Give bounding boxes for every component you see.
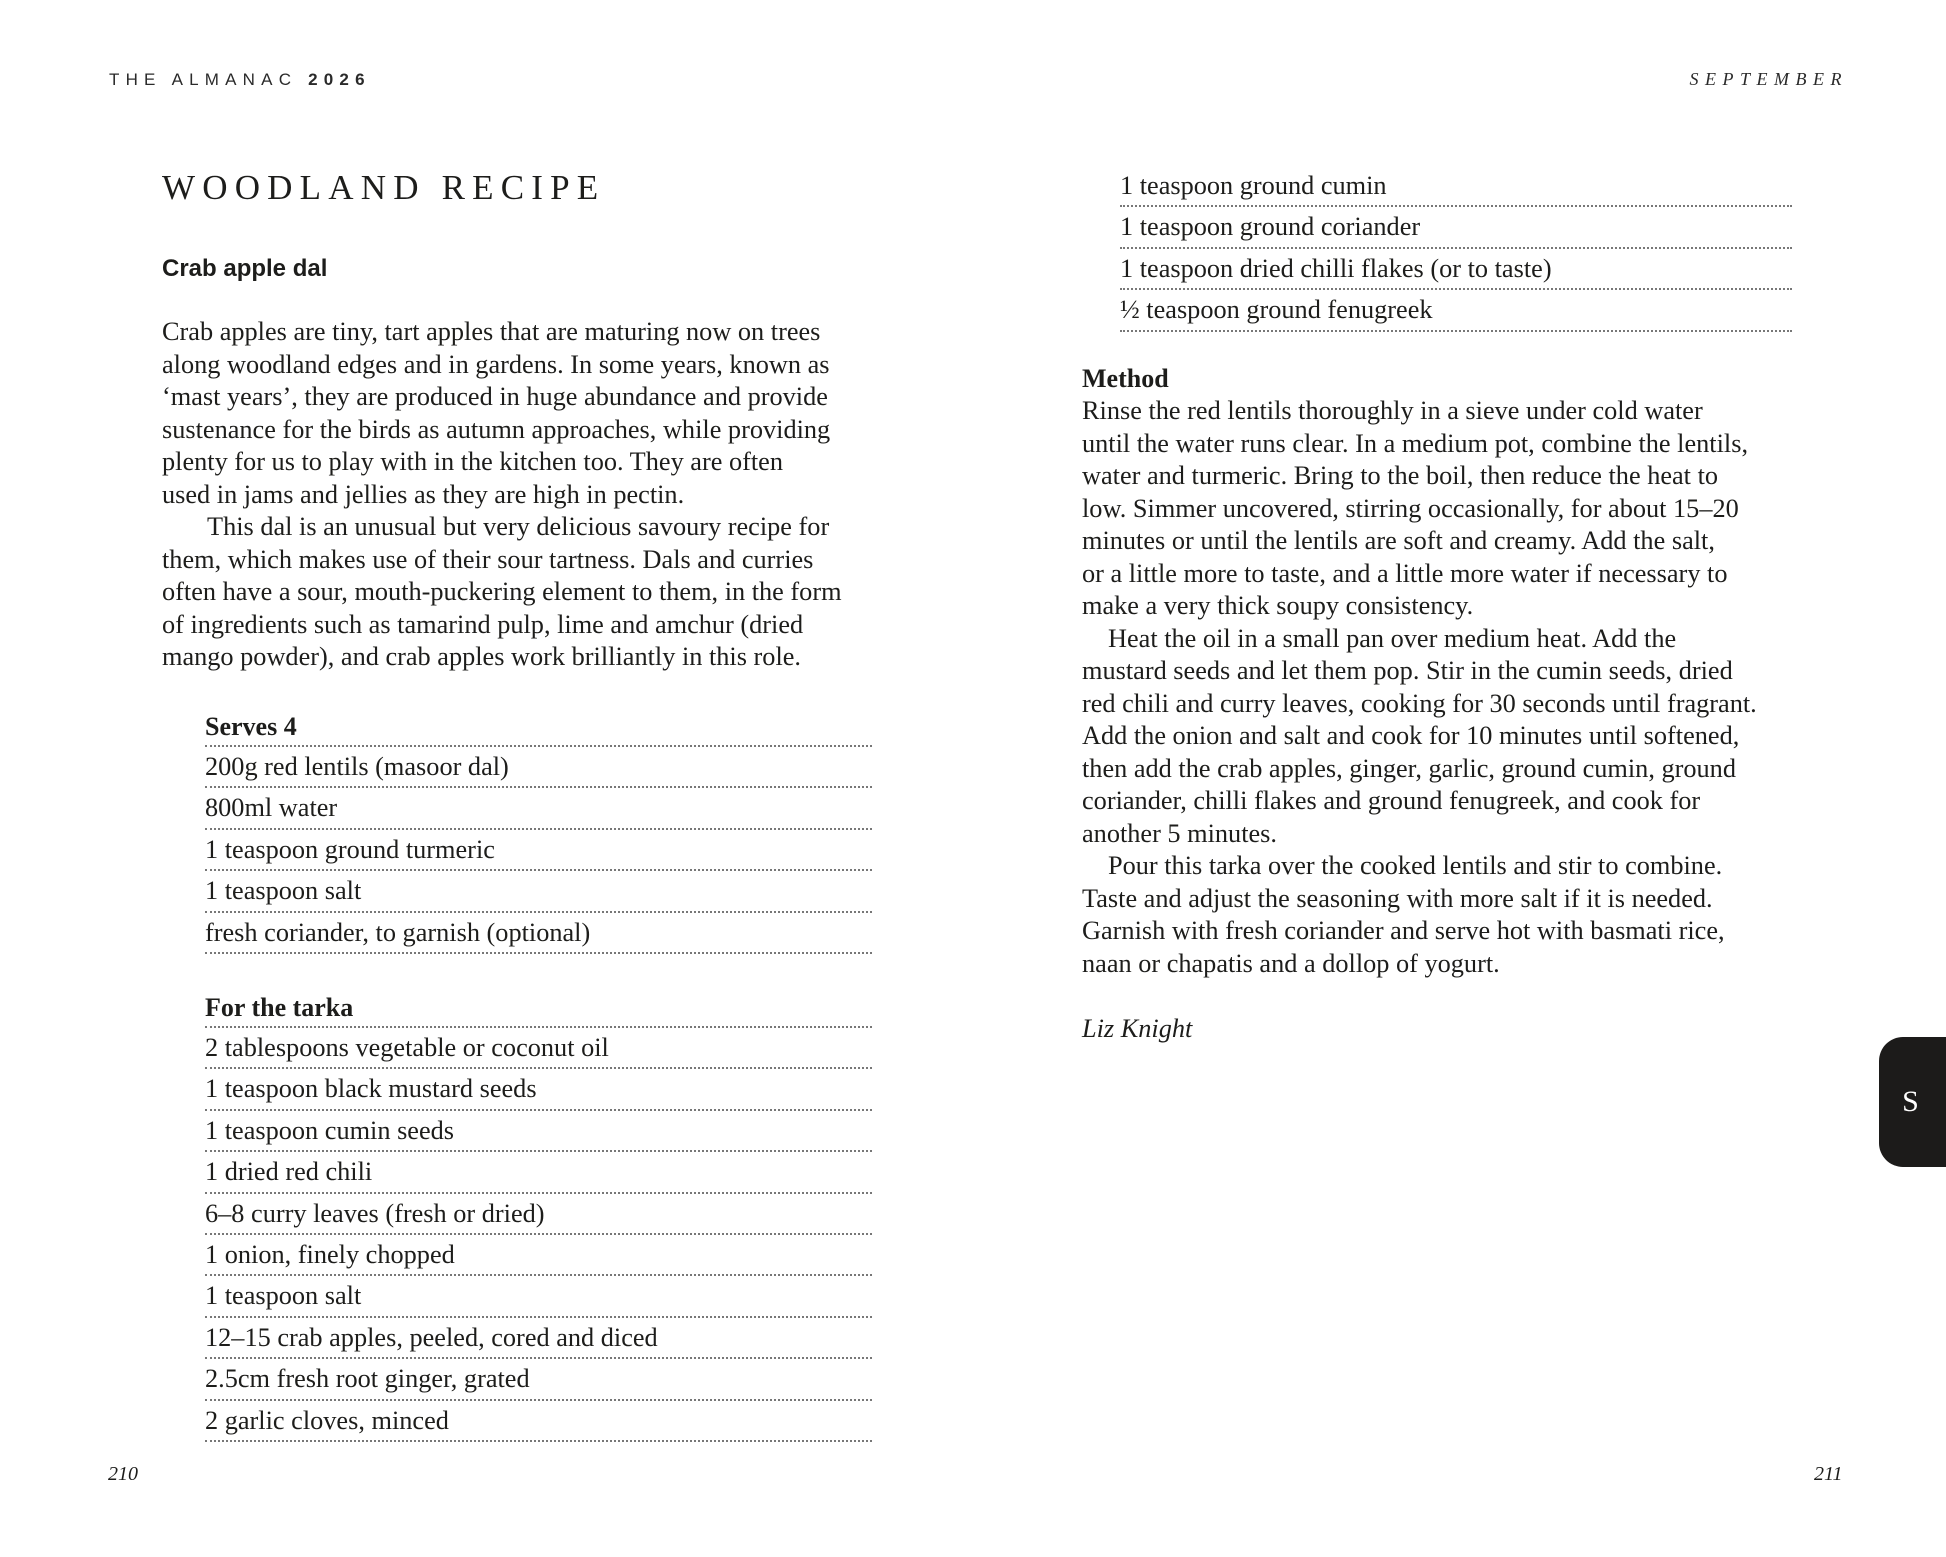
- text-line: mustard seeds and let them pop. Stir in the cumin seeds, dried: [1082, 656, 1733, 685]
- ingredient-row: 1 teaspoon dried chilli flakes (or to taste): [1120, 249, 1792, 290]
- serves-heading: Serves 4: [205, 706, 872, 747]
- ingredient-row: ½ teaspoon ground fenugreek: [1120, 290, 1792, 331]
- ingredient-row: 1 teaspoon ground coriander: [1120, 207, 1792, 248]
- ingredient-row: 2 garlic cloves, minced: [205, 1401, 872, 1442]
- page-number-right: 211: [1814, 1463, 1843, 1485]
- recipe-name: Crab apple dal: [162, 255, 328, 282]
- method-paragraph-2: [1082, 623, 1802, 851]
- intro-paragraph-1: [162, 316, 882, 511]
- text-line: then add the crab apples, ginger, garlic, ground cumin, ground: [1082, 753, 1736, 783]
- text-line: low. Simmer uncovered, stirring occasionally, for about 15–20: [1082, 493, 1739, 523]
- ingredient-row: 1 teaspoon salt: [205, 1276, 872, 1317]
- text-line: used in jams and jellies as they are high in pectin.: [162, 479, 685, 509]
- serves-ingredient-list: [205, 706, 872, 954]
- text-line: make a very thick soupy consistency.: [1082, 591, 1474, 620]
- text-line: ‘mast years’, they are produced in huge abundance and provide: [162, 382, 828, 411]
- ingredient-row: 1 teaspoon black mustard seeds: [205, 1069, 872, 1110]
- ingredient-row: 200g red lentils (masoor dal): [205, 747, 872, 788]
- running-header-right: SEPTEMBER: [1689, 69, 1848, 89]
- text-line: Garnish with fresh coriander and serve hot with basmati rice,: [1082, 916, 1725, 945]
- text-line: or a little more to taste, and a little more water if necessary to: [1082, 558, 1728, 588]
- ingredient-row: 800ml water: [205, 788, 872, 829]
- method-paragraph-3: [1082, 850, 1802, 980]
- text-line: Add the onion and salt and cook for 10 minutes until softened,: [1082, 721, 1740, 750]
- ingredient-row: 6–8 curry leaves (fresh or dried): [205, 1194, 872, 1235]
- text-line: Taste and adjust the seasoning with more salt if it is needed.: [1082, 883, 1713, 913]
- thumb-tab-letter: S: [1902, 1085, 1919, 1118]
- method-paragraph-1: [1082, 395, 1802, 623]
- text-line: until the water runs clear. In a medium pot, combine the lentils,: [1082, 428, 1749, 458]
- author-credit: Liz Knight: [1082, 1014, 1193, 1043]
- text-line: coriander, chilli flakes and ground fenugreek, and cook for: [1082, 786, 1701, 815]
- ingredient-row: 2.5cm fresh root ginger, grated: [205, 1359, 872, 1400]
- text-line: minutes or until the lentils are soft and creamy. Add the salt,: [1082, 526, 1715, 555]
- tarka-continued-list: [1120, 166, 1792, 332]
- method-heading: Method: [1082, 364, 1169, 393]
- text-line: Heat the oil in a small pan over medium heat. Add the: [1108, 623, 1677, 653]
- text-line: plenty for us to play with in the kitchen too. They are often: [162, 447, 783, 476]
- ingredient-row: 1 teaspoon ground turmeric: [205, 830, 872, 871]
- ingredient-row: 1 teaspoon cumin seeds: [205, 1111, 872, 1152]
- text-line: This dal is an unusual but very delicious savoury recipe for: [207, 512, 830, 541]
- text-line: often have a sour, mouth-puckering element to them, in the form: [162, 577, 842, 606]
- method-text: [1082, 395, 1802, 980]
- text-line: naan or chapatis and a dollop of yogurt.: [1082, 948, 1500, 978]
- tarka-heading: For the tarka: [205, 987, 872, 1028]
- text-line: another 5 minutes.: [1082, 818, 1277, 848]
- ingredient-row: 12–15 crab apples, peeled, cored and diced: [205, 1318, 872, 1359]
- text-line: mango powder), and crab apples work brilliantly in this role.: [162, 642, 801, 671]
- text-line: Pour this tarka over the cooked lentils and stir to combine.: [1108, 851, 1723, 880]
- section-thumb-tab: [1879, 1037, 1946, 1167]
- text-line: Crab apples are tiny, tart apples that are maturing now on trees: [162, 317, 821, 346]
- page-number-left: 210: [108, 1463, 138, 1485]
- text-line: them, which makes use of their sour tartness. Dals and curries: [162, 544, 814, 574]
- almanac-title: THE ALMANAC: [109, 70, 298, 89]
- ingredient-row: 1 onion, finely chopped: [205, 1235, 872, 1276]
- ingredient-row: 1 teaspoon ground cumin: [1120, 166, 1792, 207]
- intro-text: [162, 316, 882, 674]
- almanac-year: 2026: [308, 70, 371, 89]
- text-line: water and turmeric. Bring to the boil, then reduce the heat to: [1082, 461, 1719, 490]
- text-line: Rinse the red lentils thoroughly in a sieve under cold water: [1082, 396, 1703, 425]
- text-line: sustenance for the birds as autumn approaches, while providing: [162, 414, 831, 444]
- intro-paragraph-2: [162, 511, 882, 674]
- text-line: of ingredients such as tamarind pulp, lime and amchur (dried: [162, 609, 804, 639]
- text-line: along woodland edges and in gardens. In some years, known as: [162, 349, 830, 379]
- section-title: WOODLAND RECIPE: [162, 168, 606, 207]
- ingredient-row: 1 dried red chili: [205, 1152, 872, 1193]
- tarka-ingredient-list: [205, 987, 872, 1442]
- running-header-left: [109, 70, 371, 90]
- ingredient-row: 2 tablespoons vegetable or coconut oil: [205, 1028, 872, 1069]
- ingredient-row: 1 teaspoon salt: [205, 871, 872, 912]
- ingredient-row: fresh coriander, to garnish (optional): [205, 913, 872, 954]
- text-line: red chili and curry leaves, cooking for 30 seconds until fragrant.: [1082, 688, 1757, 718]
